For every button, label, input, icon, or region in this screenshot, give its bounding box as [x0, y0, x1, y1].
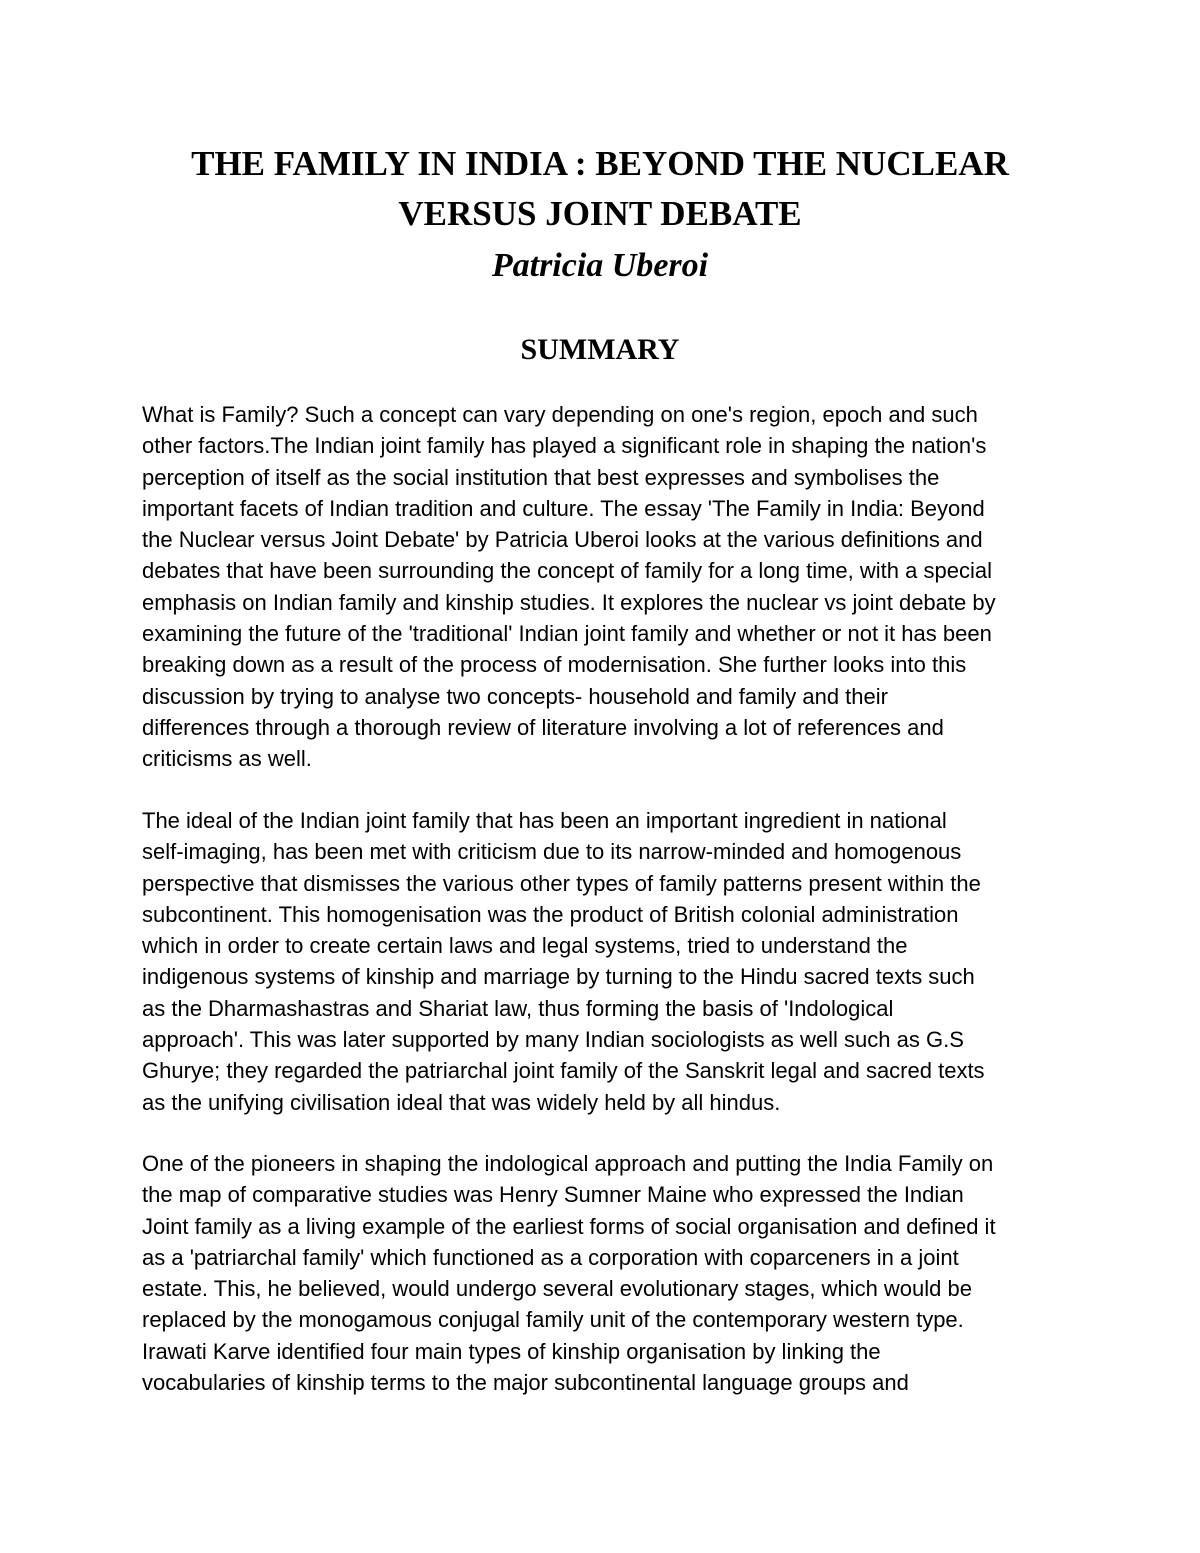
paragraph-line: as the unifying civilisation ideal that was widely held by all hindus. — [142, 1089, 781, 1115]
paragraph-line: approach'. This was later supported by many Indian sociologists as well such as G.S — [142, 1027, 964, 1053]
paragraph-line: indigenous systems of kinship and marriage by turning to the Hindu sacred texts such — [142, 964, 975, 990]
paragraph-line: debates that have been surrounding the concept of family for a long time, with a special — [142, 558, 992, 584]
paragraph-line: What is Family? Such a concept can vary depending on one's region, epoch and such — [142, 402, 978, 427]
paragraph-line: Ghurye; they regarded the patriarchal joint family of the Sanskrit legal and sacred texts — [142, 1058, 985, 1084]
paragraph-line: perception of itself as the social institution that best expresses and symbolises the — [142, 464, 940, 490]
paragraph-line: breaking down as a result of the process of modernisation. She further looks into this — [142, 652, 967, 678]
paragraph-line: as a 'patriarchal family' which functioned as a corporation with coparceners in a joint — [142, 1244, 959, 1270]
section-heading-summary: SUMMARY — [520, 333, 680, 366]
paragraph-line: important facets of Indian tradition and culture. The essay 'The Family in India: Beyond — [142, 495, 985, 521]
paragraph-line: perspective that dismisses the various other types of family patterns present within the — [142, 870, 981, 896]
author-name: Patricia Uberoi — [491, 247, 709, 284]
paragraph-3 — [142, 1148, 1102, 1398]
paragraph-line: other factors.The Indian joint family has played a significant role in shaping the nation's — [142, 433, 987, 459]
paragraph-line: self-imaging, has been met with criticism due to its narrow-minded and homogenous — [142, 839, 962, 865]
paragraph-line: differences through a thorough review of literature involving a lot of references and — [142, 714, 944, 740]
document-title-line-2: VERSUS JOINT DEBATE — [398, 194, 802, 233]
paragraph-line: subcontinent. This homogenisation was the product of British colonial administration — [142, 901, 959, 927]
paragraph-line: estate. This, he believed, would undergo several evolutionary stages, which would be — [142, 1276, 972, 1302]
paragraph-line: which in order to create certain laws and legal systems, tried to understand the — [142, 933, 908, 959]
paragraph-line: Joint family as a living example of the earliest forms of social organisation and defined it — [142, 1213, 996, 1239]
paragraph-line: vocabularies of kinship terms to the major subcontinental language groups and — [142, 1370, 909, 1396]
paragraph-line: the Nuclear versus Joint Debate' by Patricia Uberoi looks at the various definitions and — [142, 527, 983, 553]
paragraph-line: The ideal of the Indian joint family that has been an important ingredient in national — [142, 808, 947, 833]
document-title-line-1: THE FAMILY IN INDIA : BEYOND THE NUCLEAR — [191, 144, 1009, 183]
paragraph-line: One of the pioneers in shaping the indological approach and putting the India Family on — [142, 1151, 994, 1176]
paragraph-line: emphasis on Indian family and kinship studies. It explores the nuclear vs joint debate by — [142, 589, 996, 615]
paragraph-line: the map of comparative studies was Henry Sumner Maine who expressed the Indian — [142, 1182, 964, 1208]
paragraph-2 — [142, 805, 1102, 1118]
paragraph-line: discussion by trying to analyse two concepts- household and family and their — [142, 683, 888, 709]
paragraph-1 — [142, 399, 1102, 775]
paragraph-line: criticisms as well. — [142, 746, 312, 772]
paragraph-line: as the Dharmashastras and Shariat law, thus forming the basis of 'Indological — [142, 995, 894, 1021]
paragraph-line: examining the future of the 'traditional' Indian joint family and whether or not it has been — [142, 621, 992, 647]
paragraph-line: Irawati Karve identified four main types of kinship organisation by linking the — [142, 1338, 881, 1364]
paragraph-line: replaced by the monogamous conjugal family unit of the contemporary western type. — [142, 1307, 964, 1333]
